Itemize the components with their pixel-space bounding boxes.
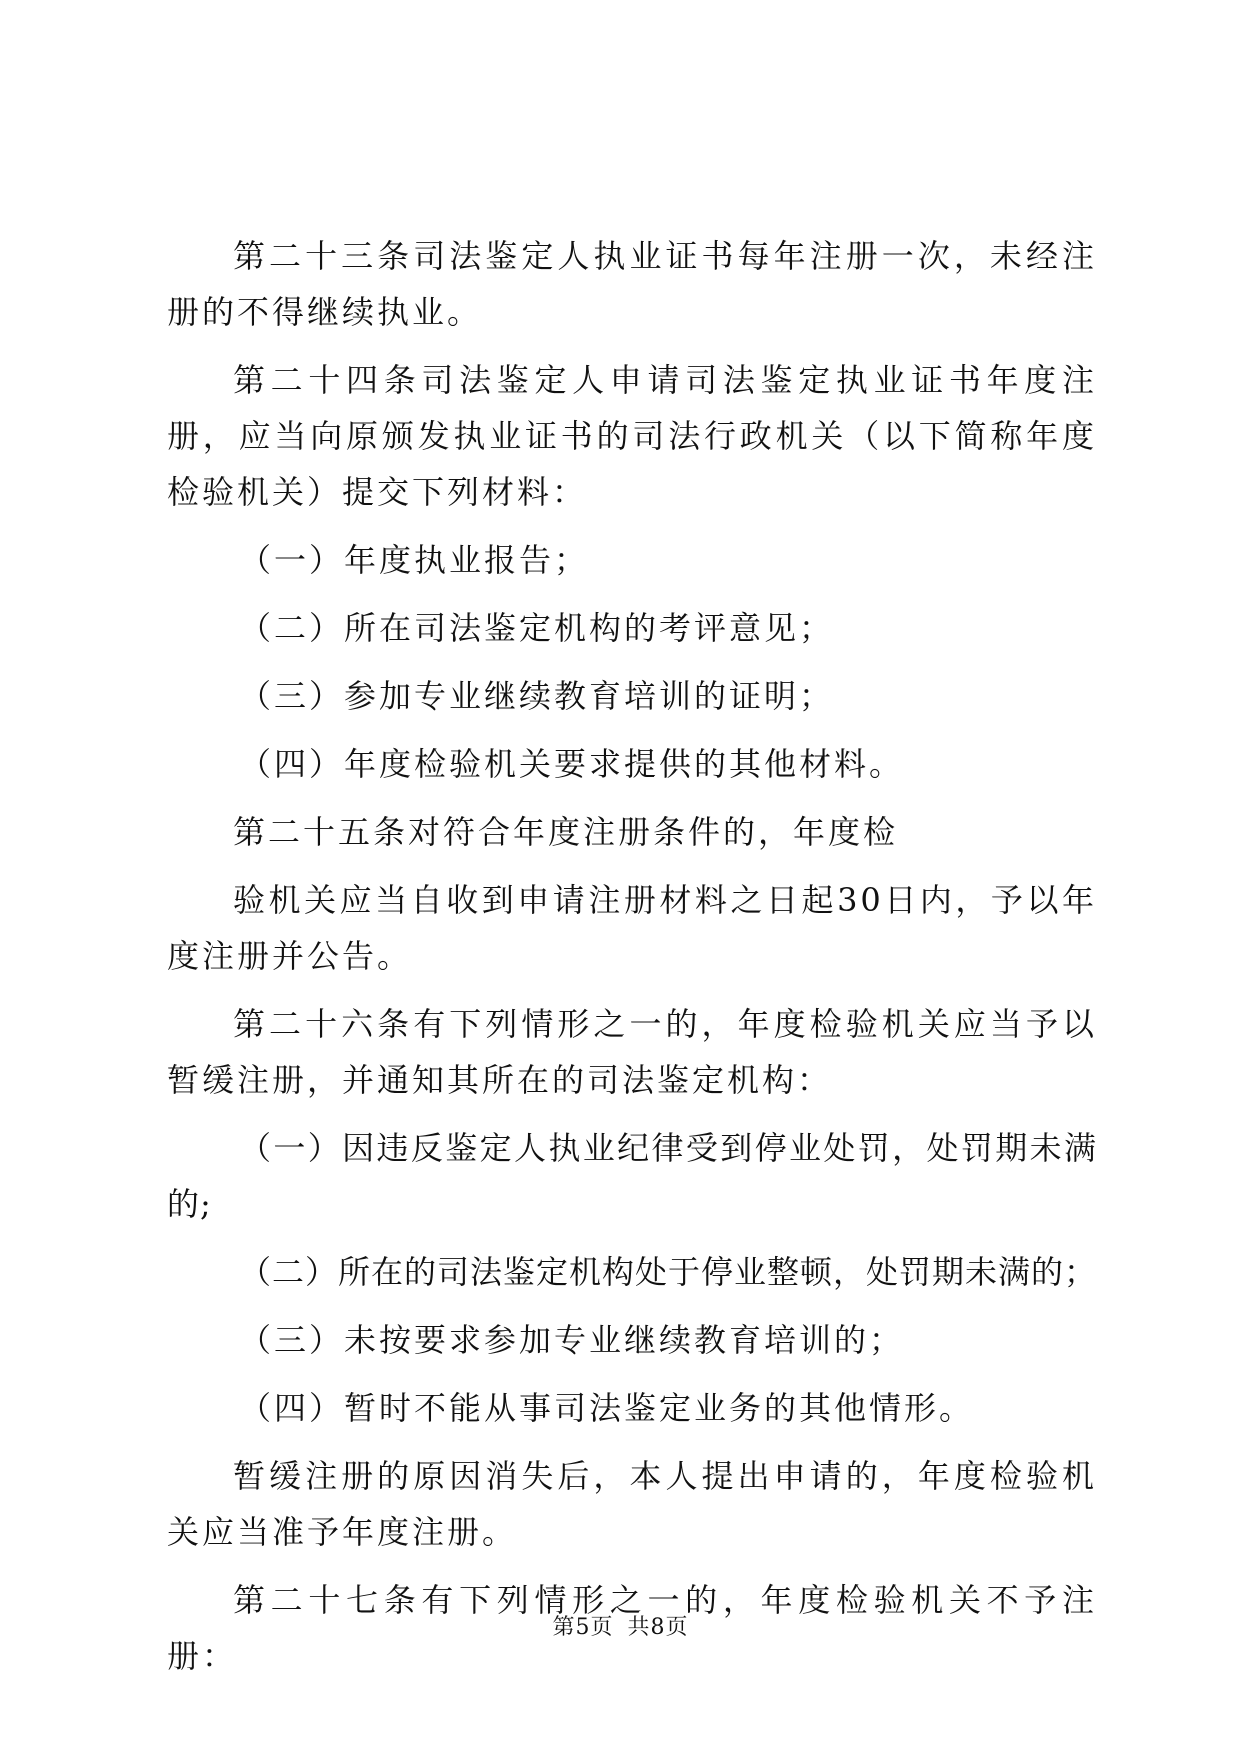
article-25-part-1: 第二十五条对符合年度注册条件的，年度检 (233, 813, 899, 851)
article-26-closing: 暂缓注册的原因消失后，本人提出申请的，年度检验机关应当准予年度注册。 (167, 1457, 1097, 1551)
article-23: 第二十三条司法鉴定人执业证书每年注册一次，未经注册的不得继续执业。 (167, 237, 1097, 331)
page-number: 第5页 (552, 1615, 614, 1640)
article-27: 第二十七条有下列情形之一的，年度检验机关不予注册： (167, 1581, 1097, 1675)
article-24-item-3: （三）参加专业继续教育培训的证明； (239, 677, 835, 715)
article-26-item-3: （三）未按要求参加专业继续教育培训的； (239, 1321, 905, 1359)
article-24-item-1: （一）年度执业报告； (239, 541, 590, 579)
article-24-item-2: （二）所在司法鉴定机构的考评意见； (239, 609, 835, 647)
page-total: 共8页 (627, 1615, 689, 1640)
article-26-item-2: （二）所在的司法鉴定机构处于停业整顿，处罚期未满的； (239, 1253, 1098, 1291)
article-24: 第二十四条司法鉴定人申请司法鉴定执业证书年度注册，应当向原颁发执业证书的司法行政机关（以下简称年度检验机关）提交下列材料： (167, 361, 1097, 511)
page-footer (0, 1610, 1241, 1641)
document-body (167, 228, 1097, 1696)
article-26: 第二十六条有下列情形之一的，年度检验机关应当予以暂缓注册，并通知其所在的司法鉴定机构： (167, 1005, 1097, 1099)
article-26-item-4: （四）暂时不能从事司法鉴定业务的其他情形。 (239, 1389, 975, 1427)
article-24-item-4: （四）年度检验机关要求提供的其他材料。 (239, 745, 905, 783)
article-26-item-1: （一）因违反鉴定人执业纪律受到停业处罚，处罚期未满的; (167, 1129, 1097, 1223)
article-25-part-2: 验机关应当自收到申请注册材料之日起30日内，予以年度注册并公告。 (167, 881, 1097, 975)
